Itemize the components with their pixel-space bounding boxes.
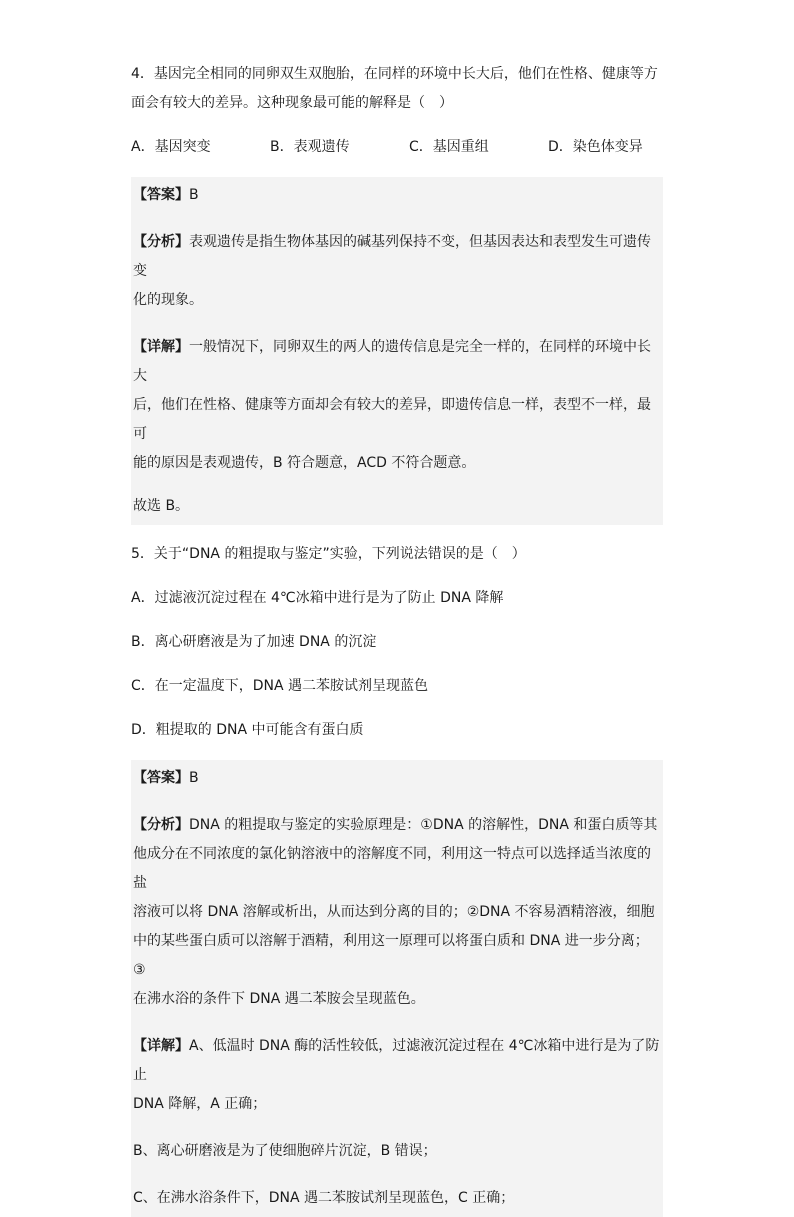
answer-value: B: [189, 770, 199, 786]
analysis-line2: 他成分在不同浓度的氯化钠溶液中的溶解度不同，利用这一特点可以选择适当浓度的盐: [133, 846, 651, 891]
analysis-line2: 化的现象。: [133, 292, 203, 308]
question-4-answer: [131, 177, 663, 214]
detail-line1: A、低温时 DNA 酶的活性较低，过滤液沉淀过程在 4℃冰箱中进行是为了防止: [133, 1038, 660, 1083]
question-4-conclusion: [131, 488, 663, 525]
question-5-option-c: C．在一定温度下，DNA 遇二苯胺试剂呈现蓝色: [131, 678, 429, 694]
answer-tag: 【答案】: [133, 770, 189, 786]
analysis-line5: 在沸水浴的条件下 DNA 遇二苯胺会呈现蓝色。: [133, 991, 425, 1007]
analysis-line1: 表观遗传是指生物体基因的碱基列保持不变，但基因表达和表型发生可遗传变: [133, 234, 651, 279]
question-5: [131, 540, 663, 1217]
question-5-solution: [131, 760, 663, 1217]
question-4-option-c: C．基因重组: [409, 139, 489, 155]
question-5-detail: [131, 1028, 663, 1123]
detail-tag: 【详解】: [133, 339, 189, 355]
question-5-detail-c: [131, 1180, 663, 1217]
question-4-option-b: B．表观遗传: [270, 139, 350, 155]
analysis-tag: 【分析】: [133, 234, 189, 250]
question-5-answer: [131, 760, 663, 797]
detail-tag: 【详解】: [133, 1038, 189, 1054]
question-4-stem-line2: 面会有较大的差异。这种现象最可能的解释是（ ）: [131, 95, 453, 111]
detail-line2: DNA 降解，A 正确；: [133, 1096, 267, 1112]
question-4-options: [131, 133, 663, 162]
analysis-line3: 溶液可以将 DNA 溶解或析出，从而达到分离的目的；②DNA 不容易酒精溶液，细胞: [133, 904, 655, 920]
answer-tag: 【答案】: [133, 187, 189, 203]
question-4-option-a: A．基因突变: [131, 139, 211, 155]
question-4-analysis: [131, 224, 663, 319]
question-5-detail-b: [131, 1133, 663, 1170]
detail-line2: 后，他们在性格、健康等方面却会有较大的差异，即遗传信息一样，表型不一样，最可: [133, 397, 651, 442]
question-5-option-d: D．粗提取的 DNA 中可能含有蛋白质: [131, 722, 364, 738]
question-4-detail: [131, 329, 663, 482]
question-4-stem-line1: 4．基因完全相同的同卵双生双胞胎，在同样的环境中长大后，他们在性格、健康等方: [131, 66, 658, 82]
question-5-option-b: B．离心研磨液是为了加速 DNA 的沉淀: [131, 634, 377, 650]
question-5-analysis: [131, 807, 663, 1018]
analysis-line4: 中的某些蛋白质可以溶解于酒精，利用这一原理可以将蛋白质和 DNA 进一步分离；③: [133, 933, 649, 978]
conclusion-text: 故选 B。: [133, 498, 190, 514]
detail-c: C、在沸水浴条件下，DNA 遇二苯胺试剂呈现蓝色，C 正确；: [133, 1190, 515, 1206]
question-4-solution: [131, 177, 663, 525]
document-content: [131, 60, 663, 1217]
detail-line3: 能的原因是表观遗传，B 符合题意，ACD 不符合题意。: [133, 455, 476, 471]
question-5-option-a: A．过滤液沉淀过程在 4℃冰箱中进行是为了防止 DNA 降解: [131, 590, 504, 606]
question-5-stem: 5．关于“DNA 的粗提取与鉴定”实验，下列说法错误的是（ ）: [131, 546, 526, 562]
question-4: [131, 60, 663, 525]
analysis-line1: DNA 的粗提取与鉴定的实验原理是：①DNA 的溶解性，DNA 和蛋白质等其: [189, 817, 658, 833]
detail-b: B、离心研磨液是为了使细胞碎片沉淀，B 错误；: [133, 1143, 437, 1159]
question-4-option-d: D．染色体变异: [548, 139, 643, 155]
analysis-tag: 【分析】: [133, 817, 189, 833]
detail-line1: 一般情况下，同卵双生的两人的遗传信息是完全一样的，在同样的环境中长大: [133, 339, 651, 384]
answer-value: B: [189, 187, 199, 203]
